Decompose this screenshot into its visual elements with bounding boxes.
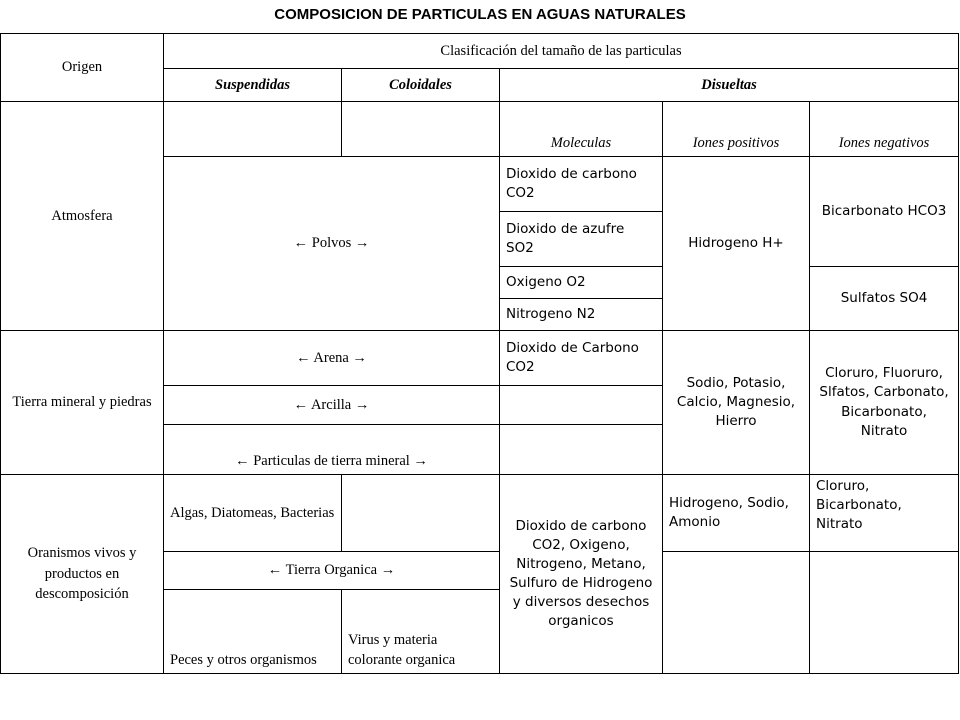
- organismos-iones-negativos: Cloruro, Bicarbonato, Nitrato: [810, 475, 959, 552]
- empty-cell: [500, 386, 663, 425]
- tierra-iones-positivos: Sodio, Potasio, Calcio, Magnesio, Hierro: [663, 331, 810, 475]
- header-iones-negativos: Iones negativos: [810, 102, 959, 157]
- page-title: COMPOSICION DE PARTICULAS EN AGUAS NATURALES: [274, 6, 686, 23]
- tierra-moleculas: Dioxido de Carbono CO2: [500, 331, 663, 386]
- atmosfera-iones-positivos: Hidrogeno H+: [663, 157, 810, 331]
- origen-atmosfera: Atmosfera: [1, 102, 164, 331]
- atmosfera-molecula: Dioxido de azufre SO2: [500, 212, 663, 267]
- empty-cell: [342, 475, 500, 552]
- organismos-tierra-organica: ← Tierra Organica →: [164, 552, 500, 590]
- header-moleculas: Moleculas: [500, 102, 663, 157]
- tierra-particulas: ← Particulas de tierra mineral →: [164, 425, 500, 475]
- organismos-suspendidas: Algas, Diatomeas, Bacterias: [164, 475, 342, 552]
- empty-cell: [500, 425, 663, 475]
- tierra-arena: ← Arena →: [164, 331, 500, 386]
- empty-cell: [663, 552, 810, 674]
- atmosfera-iones-negativos-2: Sulfatos SO4: [810, 267, 959, 331]
- particle-composition-table: [0, 33, 959, 674]
- organismos-iones-positivos: Hidrogeno, Sodio, Amonio: [663, 475, 810, 552]
- empty-cell: [164, 102, 342, 157]
- atmosfera-molecula: Dioxido de carbono CO2: [500, 157, 663, 212]
- empty-cell: [810, 552, 959, 674]
- organismos-moleculas: Dioxido de carbono CO2, Oxigeno, Nitrogeno, Metano, Sulfuro de Hidrogeno y diversos desechos organicos: [500, 475, 663, 674]
- header-disueltas: Disueltas: [500, 69, 959, 102]
- empty-cell: [342, 102, 500, 157]
- atmosfera-molecula: Oxigeno O2: [500, 267, 663, 299]
- tierra-arcilla: ← Arcilla →: [164, 386, 500, 425]
- organismos-peces: Peces y otros organismos: [164, 590, 342, 674]
- header-origen: Origen: [1, 34, 164, 102]
- atmosfera-iones-negativos-1: Bicarbonato HCO3: [810, 157, 959, 267]
- atmosfera-molecula: Nitrogeno N2: [500, 299, 663, 331]
- origen-organismos: Oranismos vivos y productos en descomposición: [1, 475, 164, 674]
- header-clasificacion: Clasificación del tamaño de las particulas: [164, 34, 959, 69]
- origen-tierra: Tierra mineral y piedras: [1, 331, 164, 475]
- header-iones-positivos: Iones positivos: [663, 102, 810, 157]
- tierra-iones-negativos: Cloruro, Fluoruro, Slfatos, Carbonato, Bicarbonato, Nitrato: [810, 331, 959, 475]
- atmosfera-polvos: ← Polvos →: [164, 157, 500, 331]
- header-suspendidas: Suspendidas: [164, 69, 342, 102]
- header-coloidales: Coloidales: [342, 69, 500, 102]
- organismos-virus: Virus y materia colorante organica: [342, 590, 500, 674]
